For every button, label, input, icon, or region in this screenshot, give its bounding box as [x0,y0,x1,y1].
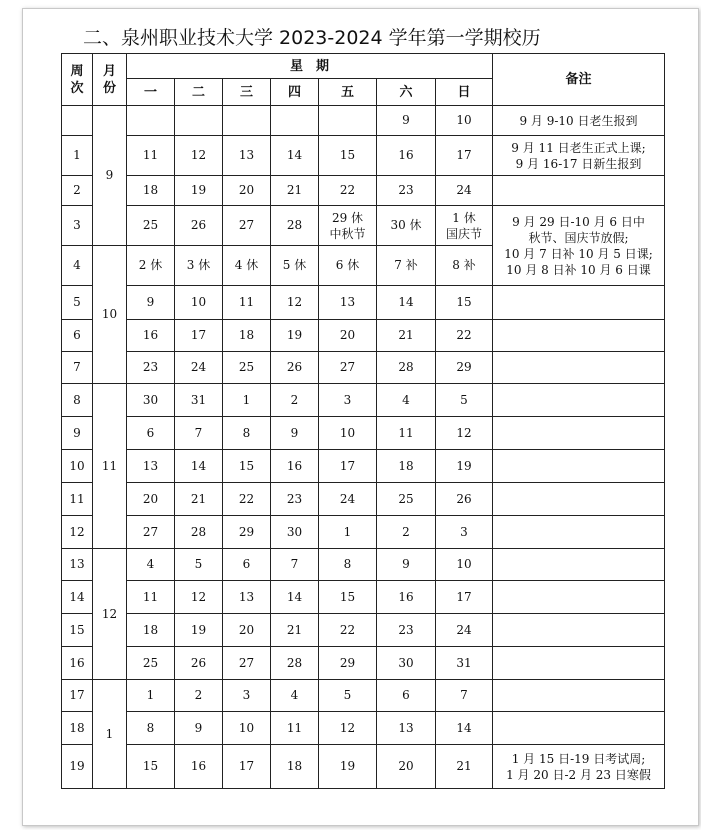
day-cell: 8 补 [436,246,493,286]
day-cell: 18 [127,176,175,206]
day-cell: 27 [223,647,271,680]
weekday-fri-header: 五 [319,79,377,106]
remarks-cell [493,712,665,745]
table-row [62,712,665,745]
day-cell: 9 [377,106,436,136]
day-cell: 30 休 [377,206,436,246]
table-row [62,384,665,417]
day-cell: 10 [436,106,493,136]
day-cell: 2 休 [127,246,175,286]
week-number-cell: 16 [62,647,93,680]
day-cell: 11 [377,417,436,450]
week-number-cell: 8 [62,384,93,417]
day-cell: 19 [436,450,493,483]
table-row [62,136,665,176]
table-row [62,352,665,384]
table-row [62,581,665,614]
remarks-cell [493,516,665,549]
day-cell: 14 [271,581,319,614]
weekday-sun-header: 日 [436,79,493,106]
day-cell: 5 [436,384,493,417]
day-cell: 20 [377,745,436,789]
day-cell: 24 [319,483,377,516]
week-number-cell [62,106,93,136]
remarks-cell [493,286,665,320]
day-cell: 1 [223,384,271,417]
weekday-thu-header: 四 [271,79,319,106]
table-row [62,106,665,136]
day-cell: 18 [377,450,436,483]
day-cell: 4 [271,680,319,712]
month-cell: 11 [93,384,127,549]
weekday-tue-header: 二 [175,79,223,106]
week-number-cell: 15 [62,614,93,647]
day-cell: 15 [127,745,175,789]
week-number-cell: 17 [62,680,93,712]
day-cell: 23 [127,352,175,384]
day-cell: 11 [127,581,175,614]
day-cell: 15 [436,286,493,320]
day-cell: 17 [319,450,377,483]
day-cell: 23 [271,483,319,516]
day-cell: 11 [223,286,271,320]
day-cell: 2 [175,680,223,712]
table-row [62,680,665,712]
day-cell: 26 [436,483,493,516]
day-cell: 24 [436,176,493,206]
remarks-cell [493,450,665,483]
weekday-wed-header: 三 [223,79,271,106]
day-cell: 21 [271,614,319,647]
day-cell: 18 [223,320,271,352]
day-cell: 16 [175,745,223,789]
day-cell: 4 [127,549,175,581]
remarks-cell [493,581,665,614]
remarks-cell [493,483,665,516]
day-cell: 6 [377,680,436,712]
table-row [62,286,665,320]
day-cell: 7 [175,417,223,450]
day-cell: 28 [175,516,223,549]
day-cell: 11 [127,136,175,176]
remarks-cell [493,136,665,176]
day-cell: 3 [319,384,377,417]
day-cell: 22 [223,483,271,516]
week-number-cell: 1 [62,136,93,176]
table-row [62,647,665,680]
table-row [62,417,665,450]
remark-line: 10 月 8 日补 10 月 6 日课 [506,262,651,277]
day-cell: 13 [223,136,271,176]
day-cell: 18 [127,614,175,647]
week-number-cell: 13 [62,549,93,581]
day-cell: 24 [436,614,493,647]
school-calendar-table [61,53,665,789]
day-cell: 7 补 [377,246,436,286]
day-cell: 3 休 [175,246,223,286]
day-cell [319,106,377,136]
weekday-mon-header: 一 [127,79,175,106]
week-number-cell: 2 [62,176,93,206]
remarks-cell [493,206,665,286]
day-cell-line: 国庆节 [445,226,482,241]
day-cell: 1 [319,516,377,549]
day-cell: 2 [271,384,319,417]
day-cell: 30 [127,384,175,417]
day-cell: 22 [319,614,377,647]
day-cell: 12 [436,417,493,450]
day-cell: 21 [175,483,223,516]
day-cell [127,106,175,136]
day-cell [175,106,223,136]
day-cell: 3 [436,516,493,549]
calendar-page [22,8,699,826]
day-cell: 9 [271,417,319,450]
day-cell: 25 [223,352,271,384]
day-cell: 13 [319,286,377,320]
day-cell: 20 [223,614,271,647]
day-cell: 9 [175,712,223,745]
day-cell: 20 [319,320,377,352]
day-cell: 12 [271,286,319,320]
week-number-cell: 12 [62,516,93,549]
remarks-cell [493,176,665,206]
day-cell: 4 休 [223,246,271,286]
table-row [62,320,665,352]
day-cell: 13 [377,712,436,745]
day-cell: 26 [175,647,223,680]
day-cell: 12 [175,581,223,614]
day-cell: 22 [436,320,493,352]
day-cell: 19 [175,614,223,647]
table-row [62,614,665,647]
weekday-group-header: 星 期 [127,54,493,79]
month-header: 月 份 [93,54,127,106]
day-cell: 20 [127,483,175,516]
day-cell: 17 [436,581,493,614]
day-cell: 4 [377,384,436,417]
day-cell: 7 [271,549,319,581]
month-cell: 12 [93,549,127,680]
day-cell: 7 [436,680,493,712]
day-cell: 27 [127,516,175,549]
day-cell: 2 [377,516,436,549]
remark-line: 9 月 9-10 日老生报到 [519,113,638,128]
day-cell [271,106,319,136]
day-cell: 23 [377,176,436,206]
day-cell: 14 [271,136,319,176]
day-cell: 11 [271,712,319,745]
page-title: 二、泉州职业技术大学 2023-2024 学年第一学期校历 [83,27,541,49]
week-number-cell: 3 [62,206,93,246]
day-cell: 10 [175,286,223,320]
day-cell: 31 [175,384,223,417]
table-row [62,450,665,483]
month-cell: 1 [93,680,127,789]
day-cell: 17 [436,136,493,176]
day-cell: 26 [271,352,319,384]
week-number-cell: 9 [62,417,93,450]
day-cell: 15 [319,581,377,614]
week-number-cell: 18 [62,712,93,745]
day-cell: 16 [127,320,175,352]
day-cell: 19 [271,320,319,352]
day-cell: 20 [223,176,271,206]
day-cell: 17 [175,320,223,352]
day-cell: 28 [271,206,319,246]
table-row [62,483,665,516]
remarks-cell [493,106,665,136]
week-number-cell: 14 [62,581,93,614]
day-cell: 22 [319,176,377,206]
day-cell: 17 [223,745,271,789]
day-cell: 5 休 [271,246,319,286]
day-cell: 25 [127,206,175,246]
remark-line: 9 月 11 日老生正式上课; [511,140,646,155]
day-cell: 6 [127,417,175,450]
day-cell: 8 [127,712,175,745]
remark-line: 10 月 7 日补 10 月 5 日课; [504,246,653,261]
day-cell: 1 [127,680,175,712]
day-cell: 19 [175,176,223,206]
day-cell: 28 [377,352,436,384]
remarks-cell [493,417,665,450]
day-cell: 18 [271,745,319,789]
month-cell: 9 [93,106,127,246]
week-number-header: 周 次 [62,54,93,106]
day-cell: 13 [127,450,175,483]
day-cell: 21 [377,320,436,352]
remark-line: 1 月 15 日-19 日考试周; [511,751,646,766]
day-cell: 14 [377,286,436,320]
day-cell: 13 [223,581,271,614]
day-cell: 25 [127,647,175,680]
remarks-cell [493,614,665,647]
remarks-cell [493,384,665,417]
day-cell: 10 [319,417,377,450]
day-cell: 30 [377,647,436,680]
remarks-cell [493,549,665,581]
day-cell: 15 [223,450,271,483]
remarks-cell [493,647,665,680]
day-cell: 3 [223,680,271,712]
remark-line: 秋节、国庆节放假; [528,230,629,245]
remarks-cell [493,352,665,384]
week-number-cell: 19 [62,745,93,789]
day-cell: 8 [223,417,271,450]
day-cell: 27 [223,206,271,246]
day-cell: 30 [271,516,319,549]
day-cell: 16 [377,581,436,614]
month-cell: 10 [93,246,127,384]
day-cell: 15 [319,136,377,176]
day-cell: 31 [436,647,493,680]
day-cell: 9 [127,286,175,320]
weekday-sat-header: 六 [377,79,436,106]
remark-line: 1 月 20 日-2 月 23 日寒假 [506,767,651,782]
day-cell: 29 [436,352,493,384]
week-number-cell: 11 [62,483,93,516]
day-cell: 27 [319,352,377,384]
remarks-header: 备注 [493,54,665,106]
day-cell: 29 [223,516,271,549]
day-cell: 12 [175,136,223,176]
day-cell: 23 [377,614,436,647]
day-cell: 5 [319,680,377,712]
day-cell: 8 [319,549,377,581]
day-cell: 10 [436,549,493,581]
day-cell: 28 [271,647,319,680]
table-row [62,516,665,549]
day-cell: 25 [377,483,436,516]
day-cell: 29 [319,647,377,680]
week-number-cell: 10 [62,450,93,483]
day-cell: 10 [223,712,271,745]
day-cell: 19 [319,745,377,789]
table-row [62,206,665,246]
day-cell [436,206,493,246]
week-number-cell: 7 [62,352,93,384]
day-cell: 21 [271,176,319,206]
day-cell: 9 [377,549,436,581]
remark-line: 9 月 29 日-10 月 6 日中 [512,214,645,229]
remarks-cell [493,320,665,352]
week-number-cell: 4 [62,246,93,286]
day-cell: 24 [175,352,223,384]
day-cell: 14 [175,450,223,483]
day-cell: 26 [175,206,223,246]
day-cell-line: 29 休 [331,210,364,225]
remark-line: 9 月 16-17 日新生报到 [515,156,642,171]
day-cell: 6 [223,549,271,581]
remarks-cell [493,745,665,789]
day-cell: 16 [271,450,319,483]
day-cell: 6 休 [319,246,377,286]
week-number-cell: 5 [62,286,93,320]
day-cell: 14 [436,712,493,745]
day-cell [319,206,377,246]
day-cell: 12 [319,712,377,745]
day-cell: 16 [377,136,436,176]
day-cell [223,106,271,136]
day-cell-line: 中秋节 [329,226,366,241]
week-number-cell: 6 [62,320,93,352]
table-row [62,176,665,206]
day-cell: 5 [175,549,223,581]
day-cell-line: 1 休 [452,210,476,225]
day-cell: 21 [436,745,493,789]
table-row [62,549,665,581]
remarks-cell [493,680,665,712]
table-row [62,745,665,789]
